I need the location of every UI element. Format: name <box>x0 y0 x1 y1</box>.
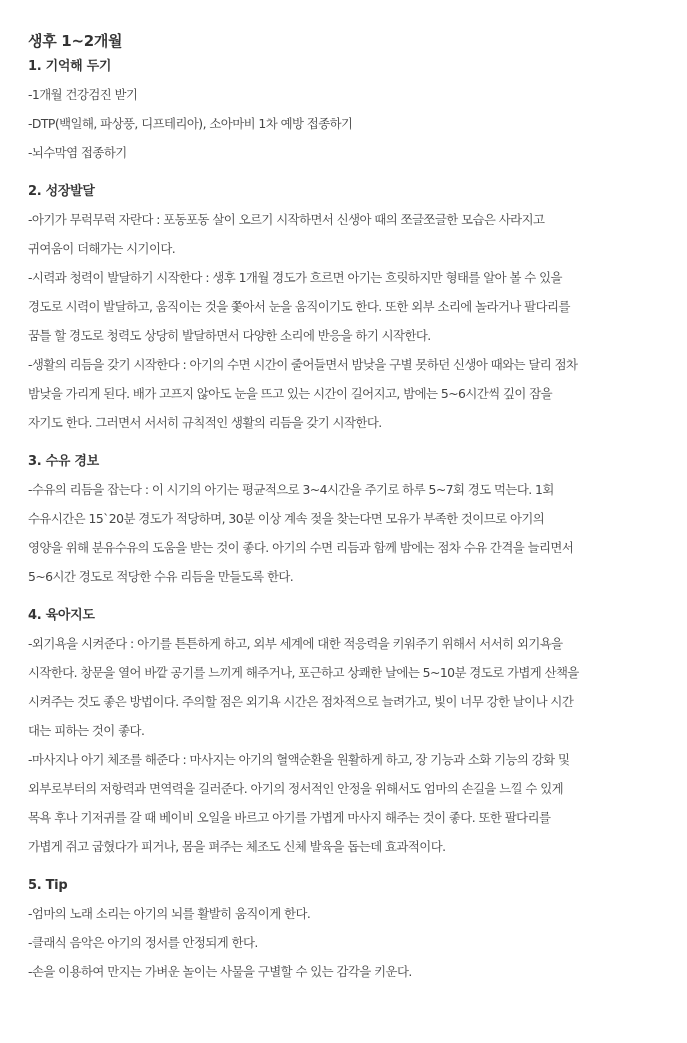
text-line: -DTP(백일해, 파상풍, 디프테리아), 소아마비 1차 예방 접종하기 <box>28 116 353 131</box>
text-line: -시력과 청력이 발달하기 시작한다 : 생후 1개월 경도가 흐르면 아기는 흐릿하지만 형태를 알아 볼 수 있을 <box>28 270 562 285</box>
section-spacer <box>28 167 687 179</box>
text-line: 외부로부터의 저항력과 면역력을 길러준다. 아기의 정서적인 안정을 위해서도 엄마의 손길을 느낄 수 있게 <box>28 781 564 796</box>
text-line: -엄마의 노래 소리는 아기의 뇌를 활발히 움직이게 한다. <box>28 906 311 921</box>
text-line: -수유의 리듬을 잡는다 : 이 시기의 아기는 평균적으로 3~4시간을 주기로 하루 5~7회 경도 먹는다. 1회 <box>28 482 554 497</box>
section-growth <box>28 179 687 437</box>
section-heading: 3. 수유 경보 <box>28 454 99 469</box>
section-spacer <box>28 437 687 449</box>
text-line: 시켜주는 것도 좋은 방법이다. 주의할 점은 외기욕 시간은 점차적으로 늘려가고, 빛이 너무 강한 날이나 시간 <box>28 694 574 709</box>
text-line: 꿈틀 할 경도로 청력도 상당히 발달하면서 다양한 소리에 반응을 하기 시작한다. <box>28 328 431 343</box>
text-line: 목욕 후나 기저귀를 갈 때 베이비 오일을 바르고 아기를 가볍게 마사지 해주는 것이 좋다. 또한 팔다리를 <box>28 810 551 825</box>
text-line: -생활의 리듬을 갖기 시작한다 : 아기의 수면 시간이 줄어들면서 밤낮을 구별 못하던 신생아 때와는 달리 점차 <box>28 357 578 372</box>
text-line: 시작한다. 창문을 열어 바깥 공기를 느끼게 해주거나, 포근하고 상쾌한 날에는 5~10분 경도로 가볍게 산책을 <box>28 665 579 680</box>
text-line: 수유시간은 15`20분 경도가 적당하며, 30분 이상 계속 젖을 찾는다면 모유가 부족한 것이므로 아기의 <box>28 511 545 526</box>
section-heading: 1. 기억해 두기 <box>28 59 112 74</box>
section-feeding <box>28 449 687 591</box>
text-line: 대는 피하는 것이 좋다. <box>28 723 145 738</box>
section-reminders <box>28 54 687 167</box>
text-line: -뇌수막염 접종하기 <box>28 145 127 160</box>
text-line: -1개월 건강검진 받기 <box>28 87 138 102</box>
text-line: 영양을 위해 분유수유의 도움을 받는 것이 좋다. 아기의 수면 리듬과 함께 밤에는 점차 수유 간격을 늘리면서 <box>28 540 574 555</box>
text-line: 5~6시간 경도로 적당한 수유 리듬을 만들도록 한다. <box>28 569 294 584</box>
page-title: 생후 1~2개월 <box>28 32 123 50</box>
text-line: -클래식 음악은 아기의 정서를 안정되게 한다. <box>28 935 258 950</box>
text-line: 가볍게 쥐고 굽혔다가 피거나, 몸을 펴주는 체조도 신체 발육을 돕는데 효과적이다. <box>28 839 446 854</box>
text-line: 경도로 시력이 발달하고, 움직이는 것을 쫓아서 눈을 움직이기도 한다. 또한 외부 소리에 놀라거나 팔다리를 <box>28 299 570 314</box>
section-tips <box>28 873 687 986</box>
section-parenting-guide <box>28 603 687 861</box>
section-spacer <box>28 591 687 603</box>
text-line: 밤낮을 가리게 된다. 배가 고프지 않아도 눈을 뜨고 있는 시간이 길어지고, 밤에는 5~6시간씩 깊이 잠을 <box>28 386 553 401</box>
text-line: -아기가 무럭무럭 자란다 : 포동포동 살이 오르기 시작하면서 신생아 때의 쪼글쪼글한 모습은 사라지고 <box>28 212 545 227</box>
text-line: 귀여움이 더해가는 시기이다. <box>28 241 176 256</box>
text-line: -손을 이용하여 만지는 가벼운 놀이는 사물을 구별할 수 있는 감각을 키운다. <box>28 964 412 979</box>
section-spacer <box>28 861 687 873</box>
section-heading: 5. Tip <box>28 878 68 893</box>
text-line: -외기욕을 시켜준다 : 아기를 튼튼하게 하고, 외부 세계에 대한 적응력을 키워주기 위해서 서서히 외기욕을 <box>28 636 563 651</box>
section-heading: 4. 육아지도 <box>28 608 95 623</box>
text-line: -마사지나 아기 체조를 해준다 : 마사지는 아기의 혈액순환을 원활하게 하고, 장 기능과 소화 기능의 강화 및 <box>28 752 570 767</box>
section-heading: 2. 성장발달 <box>28 184 95 199</box>
text-line: 자기도 한다. 그러면서 서서히 규칙적인 생활의 리듬을 갖기 시작한다. <box>28 415 382 430</box>
